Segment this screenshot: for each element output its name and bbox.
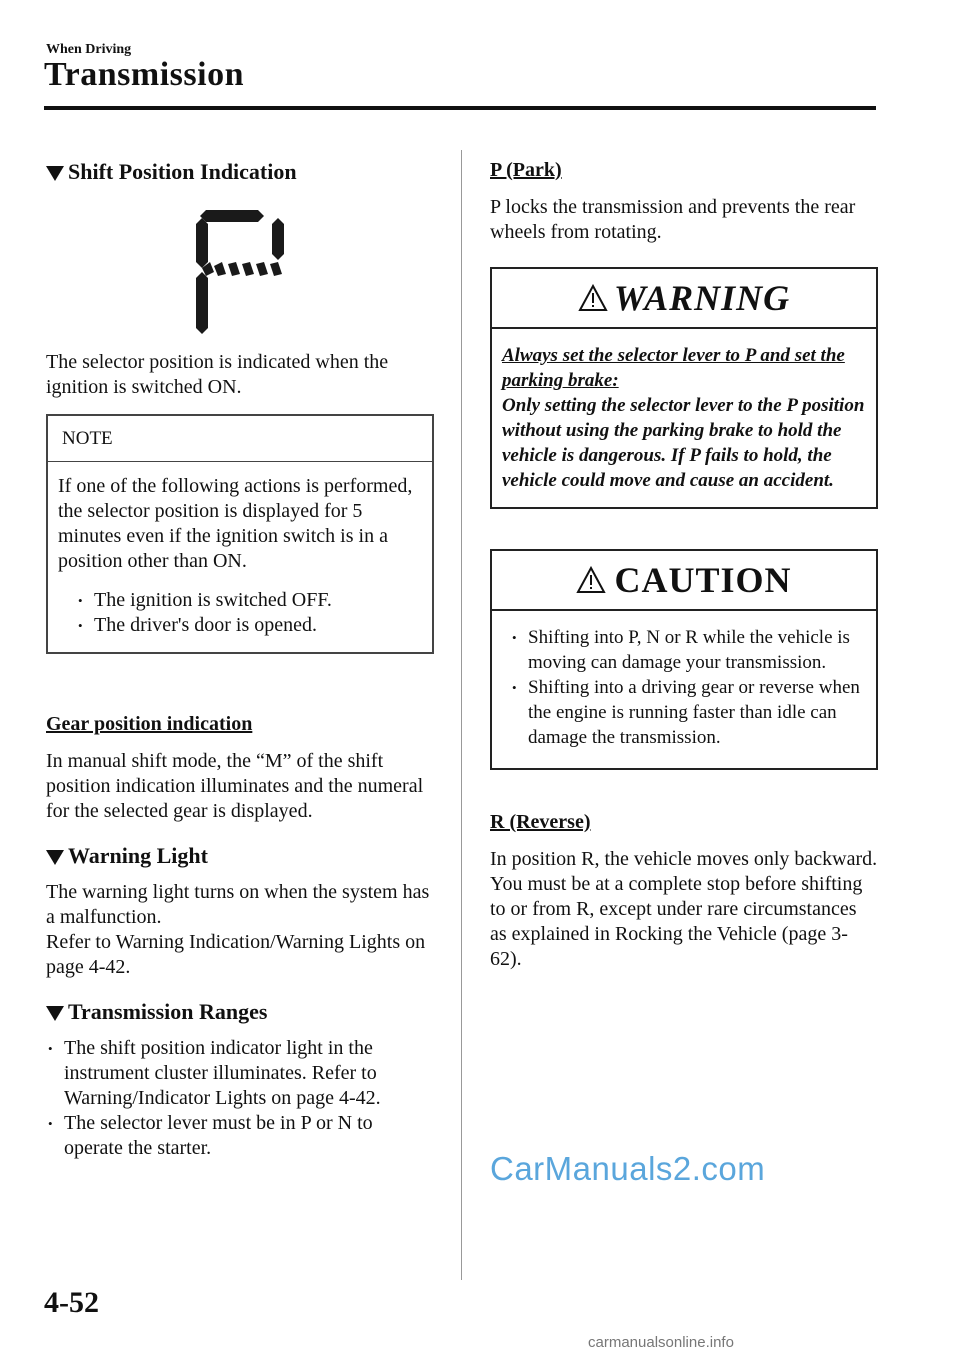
caution-body — [492, 611, 876, 768]
caution-box — [490, 549, 878, 770]
note-text: If one of the following actions is performed, the selector position is displayed for 5 minutes even if the ignition switch is in a position other than ON. — [58, 475, 413, 572]
title-rule — [44, 106, 876, 110]
section-label: When Driving — [46, 42, 132, 57]
note-box — [46, 414, 434, 654]
list-item: • The ignition is switched OFF. — [76, 588, 422, 613]
park-text: P locks the transmission and prevents the rear wheels from rotating. — [490, 196, 856, 243]
reverse-text: In position R, the vehicle moves only backward. You must be at a complete stop before shifting to or from R, except under rare circumstances as explained in Rocking the Vehicle (page 3-62). — [490, 848, 878, 970]
warning-light-text: The warning light turns on when the system has a malfunction. — [46, 881, 430, 928]
section-triangle-icon — [46, 166, 64, 181]
warning-body — [492, 329, 876, 507]
warning-box — [490, 267, 878, 509]
shift-display-figure — [192, 206, 292, 340]
left-column — [46, 158, 434, 1161]
list-item: • Shifting into a driving gear or reverse when the engine is running faster than idle can damage the transmission. — [510, 675, 866, 750]
list-item: • The driver's door is opened. — [76, 613, 422, 638]
shift-position-text: The selector position is indicated when the ignition is switched ON. — [46, 351, 389, 398]
caution-label: CAUTION — [614, 559, 792, 600]
ranges-list — [46, 1036, 434, 1161]
caution-list — [510, 625, 866, 750]
park-heading: P (Park) — [490, 159, 562, 181]
list-item: • The selector lever must be in P or N to operate the starter. — [46, 1111, 434, 1161]
list-item: • Shifting into P, N or R while the vehicle is moving can damage your transmission. — [510, 625, 866, 675]
list-item: • The shift position indicator light in the instrument cluster illuminates. Refer to Warning/Indicator Lights on page 4-42. — [46, 1036, 434, 1111]
shift-position-heading: Shift Position Indication — [46, 158, 434, 186]
caution-header — [492, 551, 876, 611]
section-triangle-icon — [46, 1006, 64, 1021]
watermark-footer: carmanualsonline.info — [588, 1334, 734, 1351]
warning-lead: Always set the selector lever to P and set the parking brake: — [502, 345, 845, 391]
warning-triangle-icon — [578, 284, 608, 312]
reverse-heading: R (Reverse) — [490, 811, 591, 833]
page-number: 4-52 — [44, 1286, 99, 1319]
note-body — [48, 462, 432, 652]
note-label: NOTE — [48, 416, 432, 462]
right-column — [490, 158, 878, 972]
transmission-ranges-heading: Transmission Ranges — [46, 998, 434, 1026]
warning-triangle-icon — [576, 566, 606, 594]
section-triangle-icon — [46, 850, 64, 865]
watermark-logo: CarManuals2.com — [490, 1150, 766, 1187]
note-list — [58, 588, 422, 638]
warning-header — [492, 269, 876, 329]
warning-light-reference: Refer to Warning Indication/Warning Lights on page 4-42. — [46, 931, 426, 978]
warning-label: WARNING — [613, 277, 791, 318]
page-title: Transmission — [44, 56, 244, 93]
warning-light-heading: Warning Light — [46, 842, 434, 870]
gear-position-text: In manual shift mode, the “M” of the shift position indication illuminates and the numeral for the selected gear is displayed. — [46, 750, 424, 822]
warning-text: Only setting the selector lever to the P position without using the parking brake to hold the vehicle is dangerous. If P fails to hold, the vehicle could move and cause an accident. — [502, 395, 865, 491]
gear-position-heading: Gear position indication — [46, 713, 253, 735]
segment-p-display-icon — [192, 206, 292, 340]
column-divider — [461, 150, 462, 1280]
